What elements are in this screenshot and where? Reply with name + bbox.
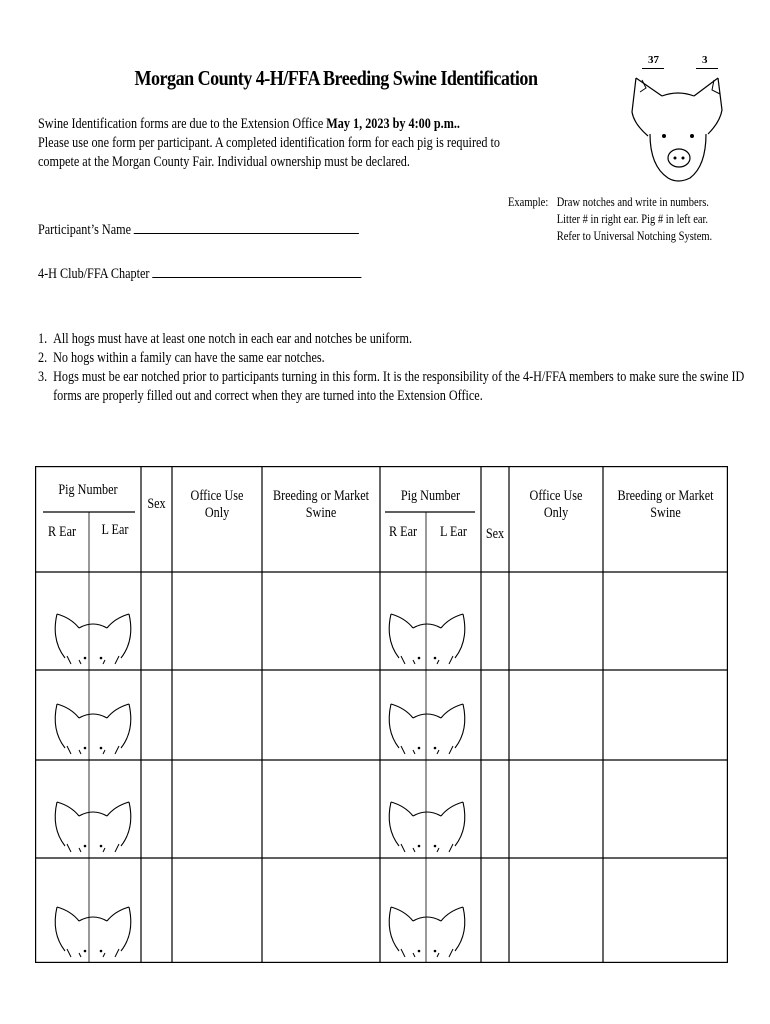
intro-line-3: compete at the Morgan County Fair. Individual ownership must be declared. — [38, 154, 410, 170]
pig-ears-diagram-icon — [49, 905, 137, 961]
rule-item — [38, 349, 744, 368]
r-ear-header-right: R Ear — [388, 524, 418, 540]
pig-ear-diagrams — [35, 466, 728, 963]
club-chapter-line[interactable] — [152, 263, 361, 278]
rule-number: 3. — [38, 369, 48, 385]
pig-ears-diagram-icon — [383, 612, 471, 668]
rule-text: All hogs must have at least one notch in each ear and notches be uniform. — [53, 331, 412, 347]
rule-item — [38, 368, 744, 387]
pig-ears-diagram-icon — [49, 702, 137, 758]
l-ear-header-left: L Ear — [101, 522, 129, 538]
intro-line-2: Please use one form per participant. A completed identification form for each pig is required to — [38, 135, 501, 151]
page-title: Morgan County 4-H/FFA Breeding Swine Identification — [134, 66, 538, 90]
pig-number-header-right: Pig Number — [400, 488, 461, 504]
example-pig — [628, 52, 728, 188]
participant-name-field[interactable] — [38, 219, 420, 239]
rule-text: forms are properly filled out and correct when they are turned into the Extension Office. — [53, 388, 483, 404]
participant-name-line[interactable] — [134, 219, 359, 234]
office-use-header-left: Office Use Only — [190, 488, 244, 521]
breeding-market-header-right: Breeding or Market Swine — [617, 488, 714, 521]
club-chapter-label: 4-H Club/FFA Chapter — [38, 266, 150, 282]
example-line-3: Refer to Universal Notching System. — [556, 229, 713, 243]
pig-face-icon — [628, 66, 728, 188]
rules-list — [38, 330, 770, 406]
intro-line-1-text: Swine Identification forms are due to the Extension Office — [38, 116, 327, 132]
swine-id-table — [35, 466, 728, 963]
club-chapter-field[interactable] — [38, 263, 423, 283]
example-label: Example: — [508, 195, 549, 209]
pig-ears-diagram-icon — [49, 612, 137, 668]
pig-ears-diagram-icon — [383, 905, 471, 961]
office-use-header-right: Office Use Only — [529, 488, 583, 521]
intro-line-1 — [38, 115, 500, 134]
rule-text: No hogs within a family can have the same ear notches. — [53, 350, 325, 366]
due-date: May 1, 2023 by 4:00 p.m.. — [326, 116, 460, 132]
pig-ears-diagram-icon — [383, 702, 471, 758]
rule-number — [38, 387, 53, 406]
intro-text — [38, 115, 588, 172]
rule-number: 1. — [38, 331, 48, 347]
participant-name-label: Participant’s Name — [38, 222, 132, 238]
pig-number-header-left: Pig Number — [58, 482, 118, 498]
sex-header-left: Sex — [147, 496, 166, 512]
rule-item — [38, 387, 744, 406]
breeding-market-header-left: Breeding or Market Swine — [272, 488, 370, 521]
example-line-2: Litter # in right ear. Pig # in left ear. — [556, 212, 709, 226]
l-ear-header-right: L Ear — [440, 524, 467, 540]
r-ear-header-left: R Ear — [47, 524, 77, 540]
rule-text: Hogs must be ear notched prior to participants turning in this form. It is the responsibility of the 4-H/FFA members to make sure the swine ID — [53, 369, 745, 385]
pig-ears-diagram-icon — [49, 800, 137, 856]
rule-number: 2. — [38, 350, 48, 366]
example-instructions — [508, 194, 751, 245]
sex-header-right: Sex — [485, 526, 505, 542]
pig-ears-diagram-icon — [383, 800, 471, 856]
litter-number: 37 — [648, 54, 659, 66]
rule-item — [38, 330, 744, 349]
pig-number: 3 — [702, 54, 708, 66]
example-line-1: Draw notches and write in numbers. — [556, 195, 709, 209]
